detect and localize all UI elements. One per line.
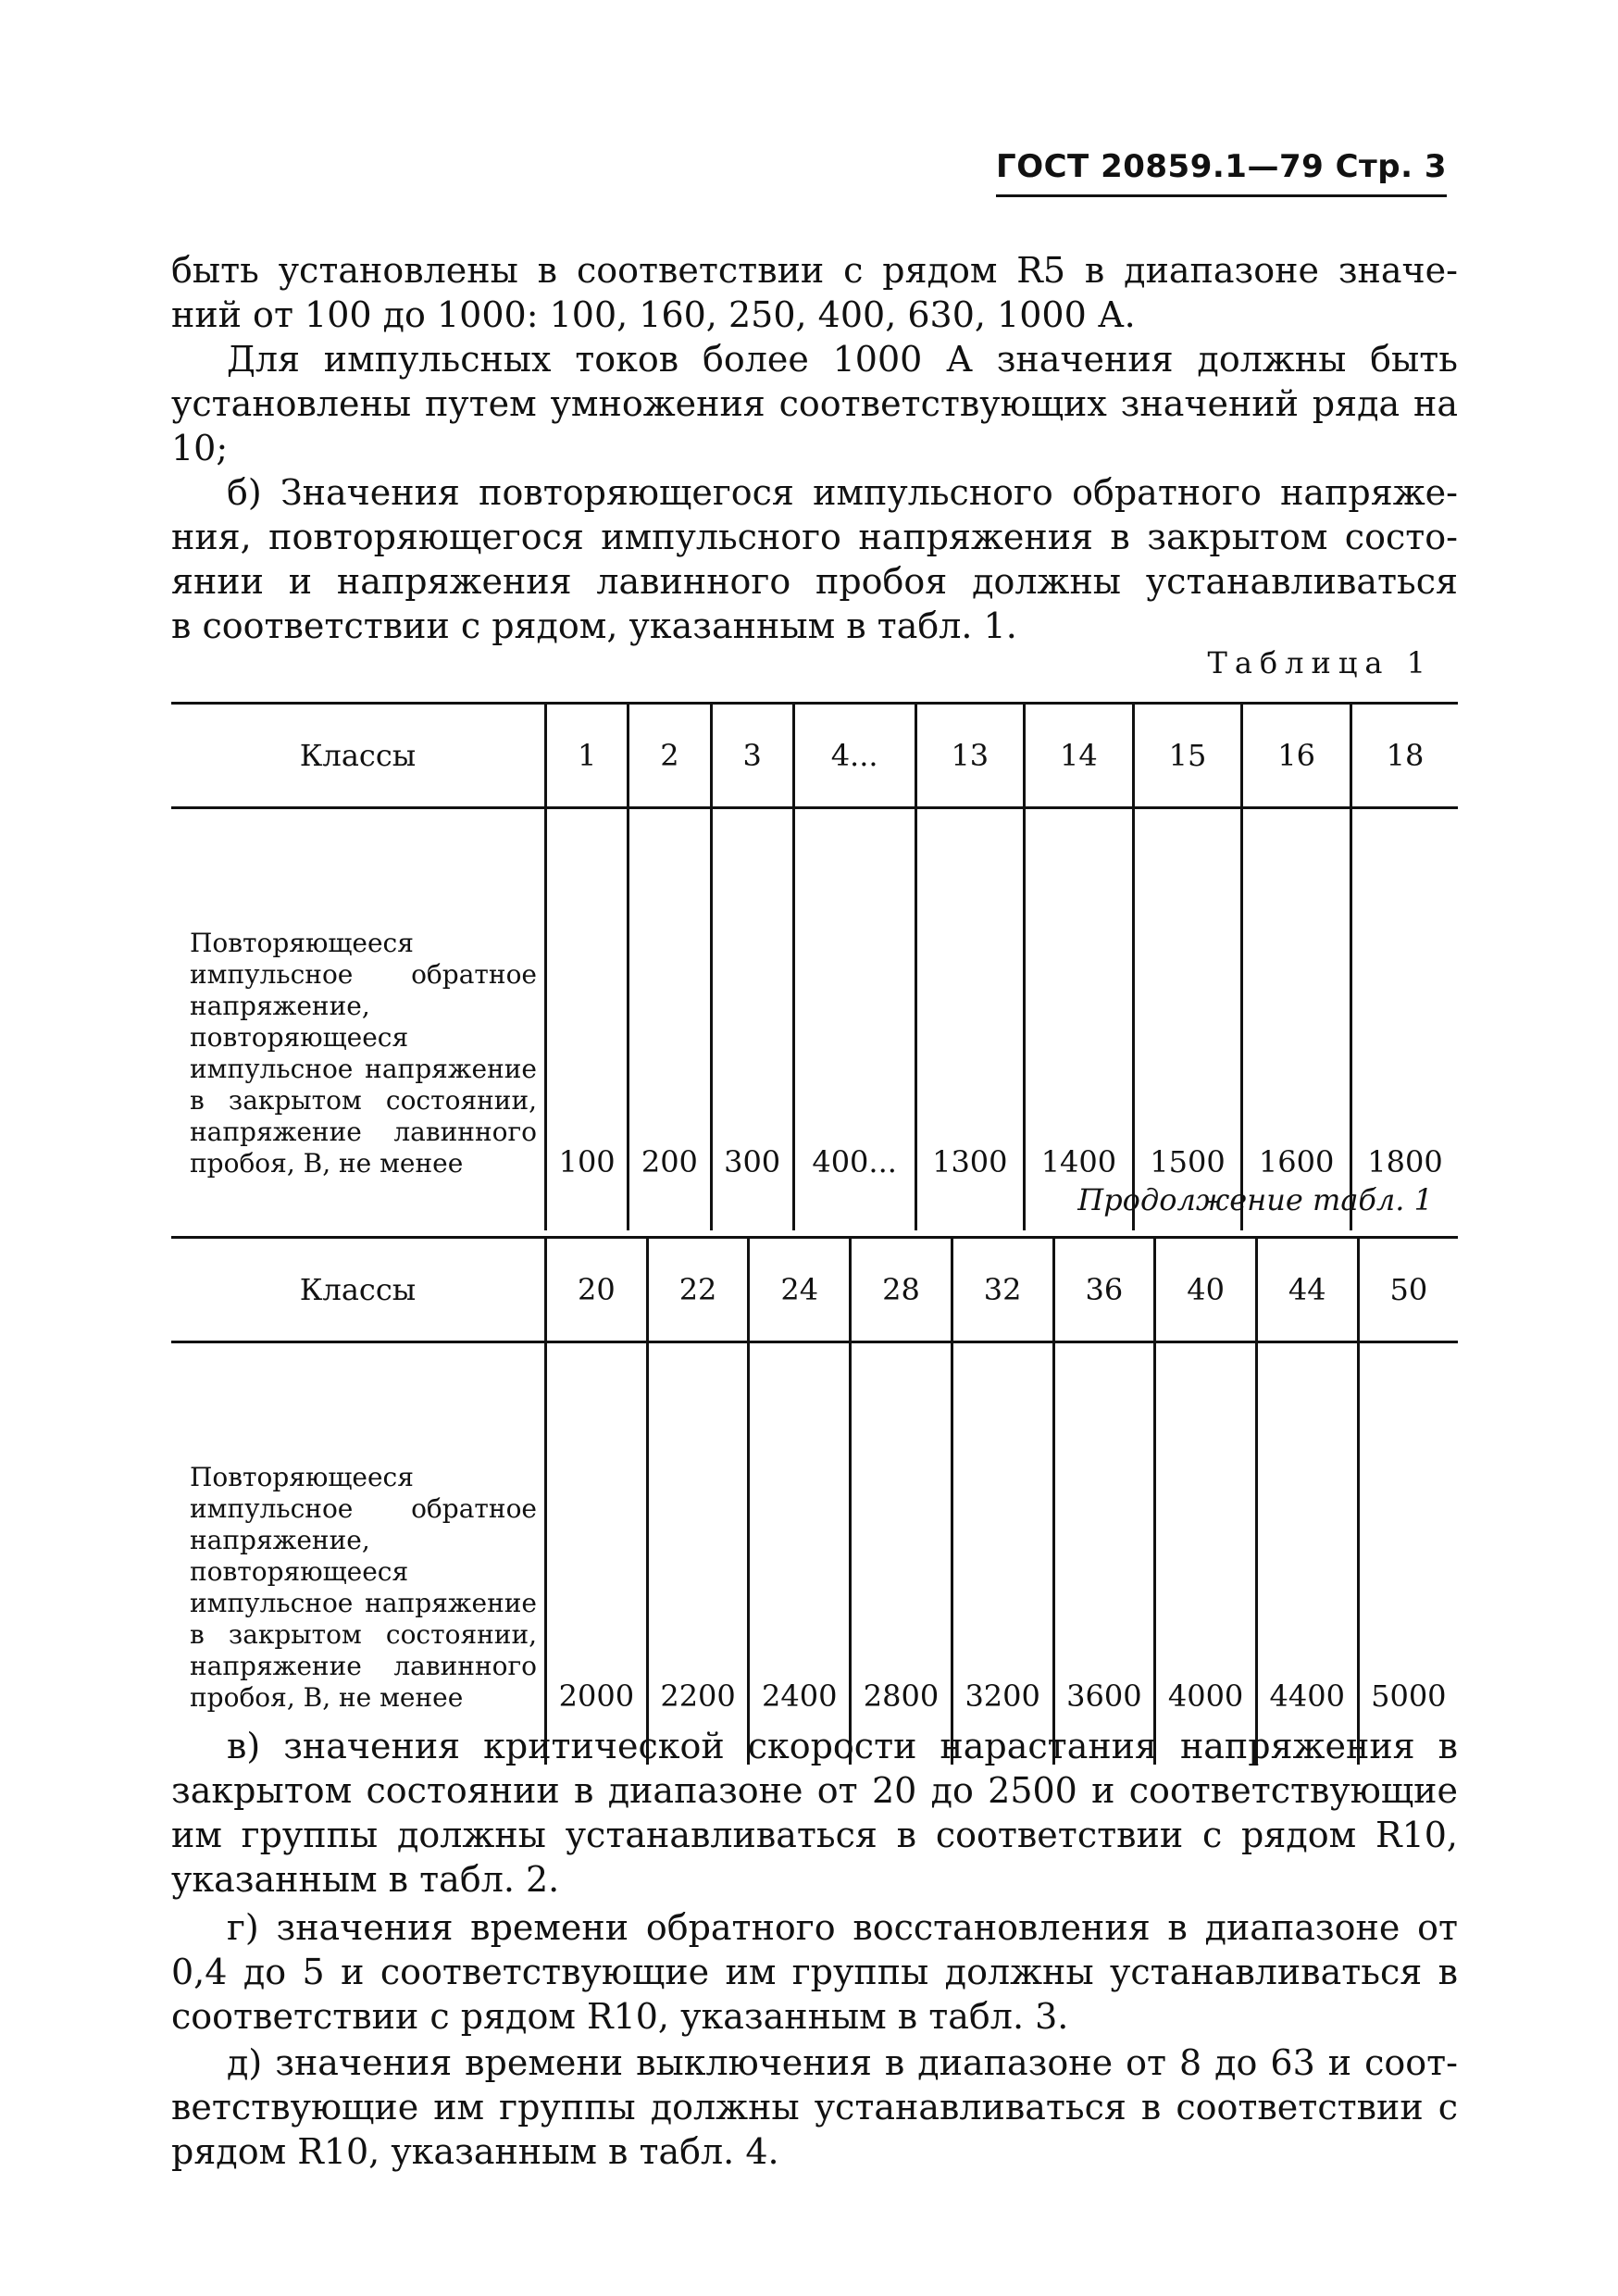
value-cell: 5000 bbox=[1358, 1342, 1458, 1766]
row-label: Повторяющееся импульсное обратное напряжение, повторяющееся импульсное напряжение в закрытом состоянии, напряжение лавинного пробоя, В, не менее bbox=[190, 928, 537, 1179]
table-header-row bbox=[171, 1238, 1458, 1342]
value-cell: 2400 bbox=[749, 1342, 851, 1766]
class-cell: 32 bbox=[952, 1238, 1053, 1342]
value-cell: 3200 bbox=[952, 1342, 1053, 1766]
value-cell: 3600 bbox=[1053, 1342, 1155, 1766]
table-1-continued bbox=[171, 1236, 1458, 1765]
intro-paragraph bbox=[171, 248, 1458, 337]
class-cell: 15 bbox=[1133, 704, 1242, 808]
value-cell: 100 bbox=[546, 808, 629, 1231]
class-cell: 50 bbox=[1358, 1238, 1458, 1342]
item-d-paragraph bbox=[171, 2040, 1458, 2174]
text-line: им группы должны устанавливаться в соответствии с рядом R10, bbox=[171, 1815, 1458, 1855]
text-line: быть установлены в соответствии с рядом R5 в диапазоне значе- bbox=[171, 250, 1458, 291]
class-cell: 3 bbox=[711, 704, 793, 808]
value-cell: 1500 bbox=[1133, 808, 1242, 1231]
value-cell: 4400 bbox=[1256, 1342, 1358, 1766]
value-cell: 2000 bbox=[546, 1342, 648, 1766]
table-value-row bbox=[171, 1342, 1458, 1766]
class-cell: 14 bbox=[1025, 704, 1134, 808]
value-cell: 1800 bbox=[1350, 808, 1458, 1231]
table1-continuation-caption: Продолжение табл. 1 bbox=[1077, 1182, 1433, 1217]
page-header: ГОСТ 20859.1—79 Стр. 3 bbox=[996, 148, 1447, 197]
row-label: Повторяющееся импульсное обратное напряжение, повторяющееся импульсное напряжение в закрытом состоянии, напряжение лавинного пробоя, В, не менее bbox=[190, 1462, 537, 1713]
class-cell: 4... bbox=[793, 704, 915, 808]
class-cell: 1 bbox=[546, 704, 629, 808]
value-cell: 2200 bbox=[647, 1342, 749, 1766]
classes-header: Классы bbox=[171, 1238, 546, 1342]
item-b-paragraph bbox=[171, 470, 1458, 648]
table-1 bbox=[171, 702, 1458, 1230]
pulse-current-paragraph bbox=[171, 337, 1458, 470]
text-line: б) Значения повторяющегося импульсного обратного напряже- bbox=[227, 472, 1458, 513]
classes-header: Классы bbox=[171, 704, 546, 808]
text-line: 10; bbox=[171, 428, 229, 468]
class-cell: 13 bbox=[915, 704, 1025, 808]
text-line: ветствующие им группы должны устанавливаться в соответствии с bbox=[171, 2087, 1458, 2128]
text-line: установлены путем умножения соответствующих значений ряда на bbox=[171, 383, 1458, 424]
value-cell: 2800 bbox=[851, 1342, 952, 1766]
class-cell: 24 bbox=[749, 1238, 851, 1342]
table-value-row bbox=[171, 808, 1458, 1231]
class-cell: 28 bbox=[851, 1238, 952, 1342]
class-cell: 16 bbox=[1242, 704, 1351, 808]
class-cell: 20 bbox=[546, 1238, 648, 1342]
text-line: д) значения времени выключения в диапазоне от 8 до 63 и соот- bbox=[227, 2042, 1458, 2083]
text-line: рядом R10, указанным в табл. 4. bbox=[171, 2131, 779, 2172]
class-cell: 2 bbox=[629, 704, 711, 808]
text-line: в) значения критической скорости нарастания напряжения в bbox=[227, 1726, 1458, 1766]
text-line: в соответствии с рядом, указанным в табл. 1. bbox=[171, 605, 1017, 646]
text-line: г) значения времени обратного восстановления в диапазоне от bbox=[227, 1907, 1458, 1948]
class-cell: 40 bbox=[1155, 1238, 1257, 1342]
text-line: янии и напряжения лавинного пробоя должны устанавливаться bbox=[171, 561, 1458, 602]
value-cell: 1400 bbox=[1025, 808, 1134, 1231]
value-cell: 400... bbox=[793, 808, 915, 1231]
text-line: 0,4 до 5 и соответствующие им группы должны устанавливаться в bbox=[171, 1952, 1458, 1992]
class-cell: 36 bbox=[1053, 1238, 1155, 1342]
text-line: закрытом состоянии в диапазоне от 20 до 2500 и соответствующие bbox=[171, 1770, 1458, 1811]
item-g-paragraph bbox=[171, 1905, 1458, 2039]
item-v-paragraph bbox=[171, 1724, 1458, 1902]
table-header-row bbox=[171, 704, 1458, 808]
text-line: ний от 100 до 1000: 100, 160, 250, 400, 630, 1000 А. bbox=[171, 294, 1136, 335]
class-cell: 18 bbox=[1350, 704, 1458, 808]
class-cell: 44 bbox=[1256, 1238, 1358, 1342]
text-line: ния, повторяющегося импульсного напряжения в закрытом состо- bbox=[171, 517, 1458, 557]
value-cell: 1300 bbox=[915, 808, 1025, 1231]
text-line: соответствии с рядом R10, указанным в табл. 3. bbox=[171, 1996, 1069, 2037]
value-cell: 300 bbox=[711, 808, 793, 1231]
value-cell: 1600 bbox=[1242, 808, 1351, 1231]
text-line: указанным в табл. 2. bbox=[171, 1859, 560, 1900]
text-line: Для импульсных токов более 1000 А значения должны быть bbox=[227, 339, 1458, 380]
value-cell: 200 bbox=[629, 808, 711, 1231]
value-cell: 4000 bbox=[1155, 1342, 1257, 1766]
class-cell: 22 bbox=[647, 1238, 749, 1342]
table1-caption: Таблица 1 bbox=[1207, 645, 1433, 680]
